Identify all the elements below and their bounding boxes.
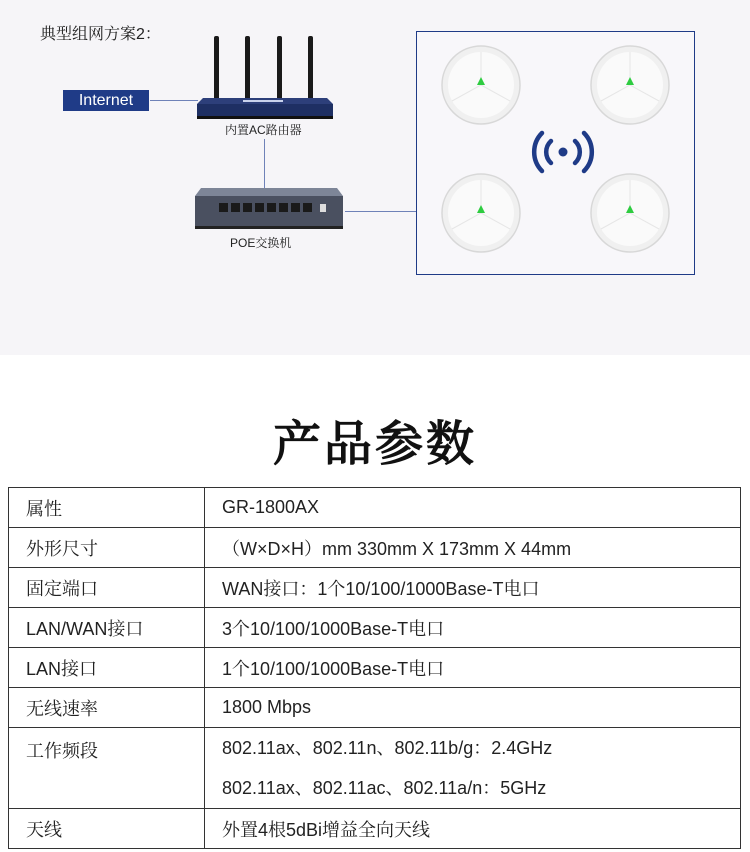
- internet-label: Internet: [63, 90, 149, 111]
- table-row: [9, 608, 741, 648]
- spec-key: 工作频段: [9, 728, 205, 809]
- table-row: [9, 488, 741, 528]
- spec-value-line: 802.11ax、802.11ac、802.11a/n：5GHz: [222, 778, 547, 798]
- router-caption: 内置AC路由器: [225, 123, 302, 137]
- access-point-icon: [589, 172, 671, 254]
- spec-value: WAN接口：1个10/100/1000Base-T电口: [205, 568, 741, 608]
- table-row: [9, 728, 741, 809]
- spec-key: 属性: [9, 488, 205, 528]
- spec-key: 外形尺寸: [9, 528, 205, 568]
- internet-router-link: [150, 100, 198, 101]
- spec-value: 3个10/100/1000Base-T电口: [205, 608, 741, 648]
- router-icon: [195, 34, 335, 124]
- network-diagram: [0, 0, 750, 355]
- access-point-icon: [440, 44, 522, 126]
- table-row: [9, 809, 741, 849]
- spec-value: 1个10/100/1000Base-T电口: [205, 648, 741, 688]
- spec-value: [205, 728, 741, 809]
- spec-value: GR-1800AX: [205, 488, 741, 528]
- spec-value: （W×D×H）mm 330mm X 173mm X 44mm: [205, 528, 741, 568]
- spec-key: LAN接口: [9, 648, 205, 688]
- access-point-icon: [440, 172, 522, 254]
- router-switch-link: [264, 139, 265, 188]
- spec-value: 外置4根5dBi增益全向天线: [205, 809, 741, 849]
- table-row: [9, 648, 741, 688]
- poe-switch-icon: [195, 188, 343, 230]
- table-row: [9, 528, 741, 568]
- spec-value: 1800 Mbps: [205, 688, 741, 728]
- table-row: [9, 568, 741, 608]
- section-title: 产品参数: [272, 418, 477, 471]
- spec-value-line: 802.11ax、802.11n、802.11b/g：2.4GHz: [222, 738, 553, 758]
- spec-table: [8, 487, 741, 849]
- switch-caption: POE交换机: [230, 236, 292, 250]
- wireless-signal-icon: [523, 128, 603, 176]
- spec-key: LAN/WAN接口: [9, 608, 205, 648]
- spec-key: 天线: [9, 809, 205, 849]
- switch-ap-link: [345, 211, 416, 212]
- spec-key: 无线速率: [9, 688, 205, 728]
- spec-key: 固定端口: [9, 568, 205, 608]
- access-point-icon: [589, 44, 671, 126]
- table-row: [9, 688, 741, 728]
- scheme-title: 典型组网方案2：: [40, 26, 161, 43]
